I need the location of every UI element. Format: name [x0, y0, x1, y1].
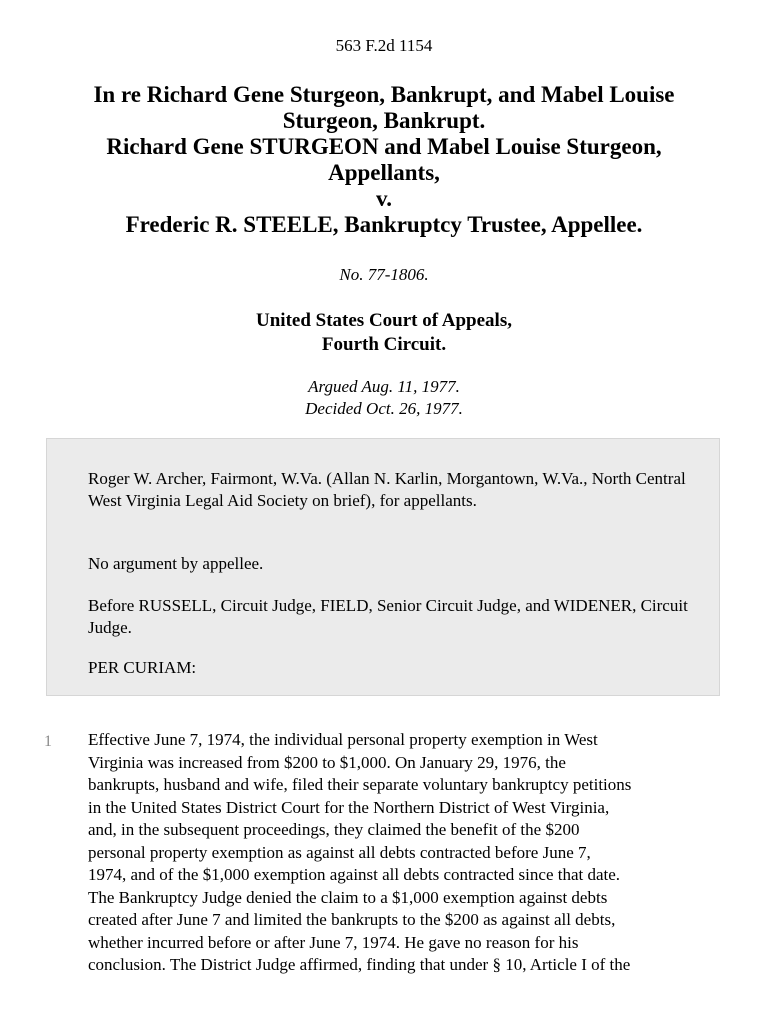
court-line: United States Court of Appeals,: [256, 310, 512, 331]
paragraph-line: bankrupts, husband and wife, filed their separate voluntary bankruptcy petitions: [88, 775, 632, 794]
case-dates: [0, 376, 768, 420]
title-line: Sturgeon, Bankrupt.: [282, 108, 486, 133]
docket-number: No. 77-1806.: [339, 265, 429, 284]
appellee-argument-note: No argument by appellee.: [88, 554, 264, 573]
paragraph-line: 1974, and of the $1,000 exemption against all debts contracted since that date.: [88, 865, 621, 884]
counsel-paragraph: Roger W. Archer, Fairmont, W.Va. (Allan N. Karlin, Morgantown, W.Va., North Central West Virginia Legal Aid Society on brief), for appellants.: [88, 469, 686, 510]
case-header-box: [46, 438, 720, 696]
opinion-paragraph: [88, 729, 728, 977]
title-line: In re Richard Gene Sturgeon, Bankrupt, and Mabel Louise: [93, 82, 675, 107]
paragraph-line: personal property exemption as against all debts contracted before June 7,: [88, 842, 591, 862]
case-citation: 563 F.2d 1154: [335, 36, 433, 55]
paragraph-line: conclusion. The District Judge affirmed, finding that under § 10, Article I of the: [88, 955, 631, 974]
paragraph-line: and, in the subsequent proceedings, they claimed the benefit of the $200: [88, 820, 580, 839]
paragraph-number: 1: [44, 733, 52, 750]
paragraph-line: in the United States District Court for the Northern District of West Virginia,: [88, 797, 610, 817]
decided-date: Decided Oct. 26, 1977.: [305, 399, 463, 418]
paragraph-line: Virginia was increased from $200 to $1,000. On January 29, 1976, the: [88, 752, 566, 772]
title-line: Richard Gene STURGEON and Mabel Louise Sturgeon,: [106, 134, 662, 159]
case-title: [40, 82, 728, 238]
per-curiam-label: PER CURIAM:: [88, 658, 197, 677]
court-line: Fourth Circuit.: [321, 334, 447, 355]
paragraph-line: whether incurred before or after June 7, 1974. He gave no reason for his: [88, 932, 579, 952]
title-line: Frederic R. STEELE, Bankruptcy Trustee, Appellee.: [125, 212, 643, 237]
title-line: Appellants,: [328, 160, 440, 185]
title-line: v.: [376, 186, 392, 211]
court-name: [0, 309, 768, 357]
argued-date: Argued Aug. 11, 1977.: [308, 377, 460, 396]
paragraph-line: The Bankruptcy Judge denied the claim to a $1,000 exemption against debts: [88, 887, 608, 907]
paragraph-line: created after June 7 and limited the bankrupts to the $200 as against all debts,: [88, 910, 616, 929]
paragraph-line: Effective June 7, 1974, the individual personal property exemption in West: [88, 730, 598, 749]
panel-judges: Before RUSSELL, Circuit Judge, FIELD, Senior Circuit Judge, and WIDENER, Circuit Judge.: [88, 596, 688, 637]
